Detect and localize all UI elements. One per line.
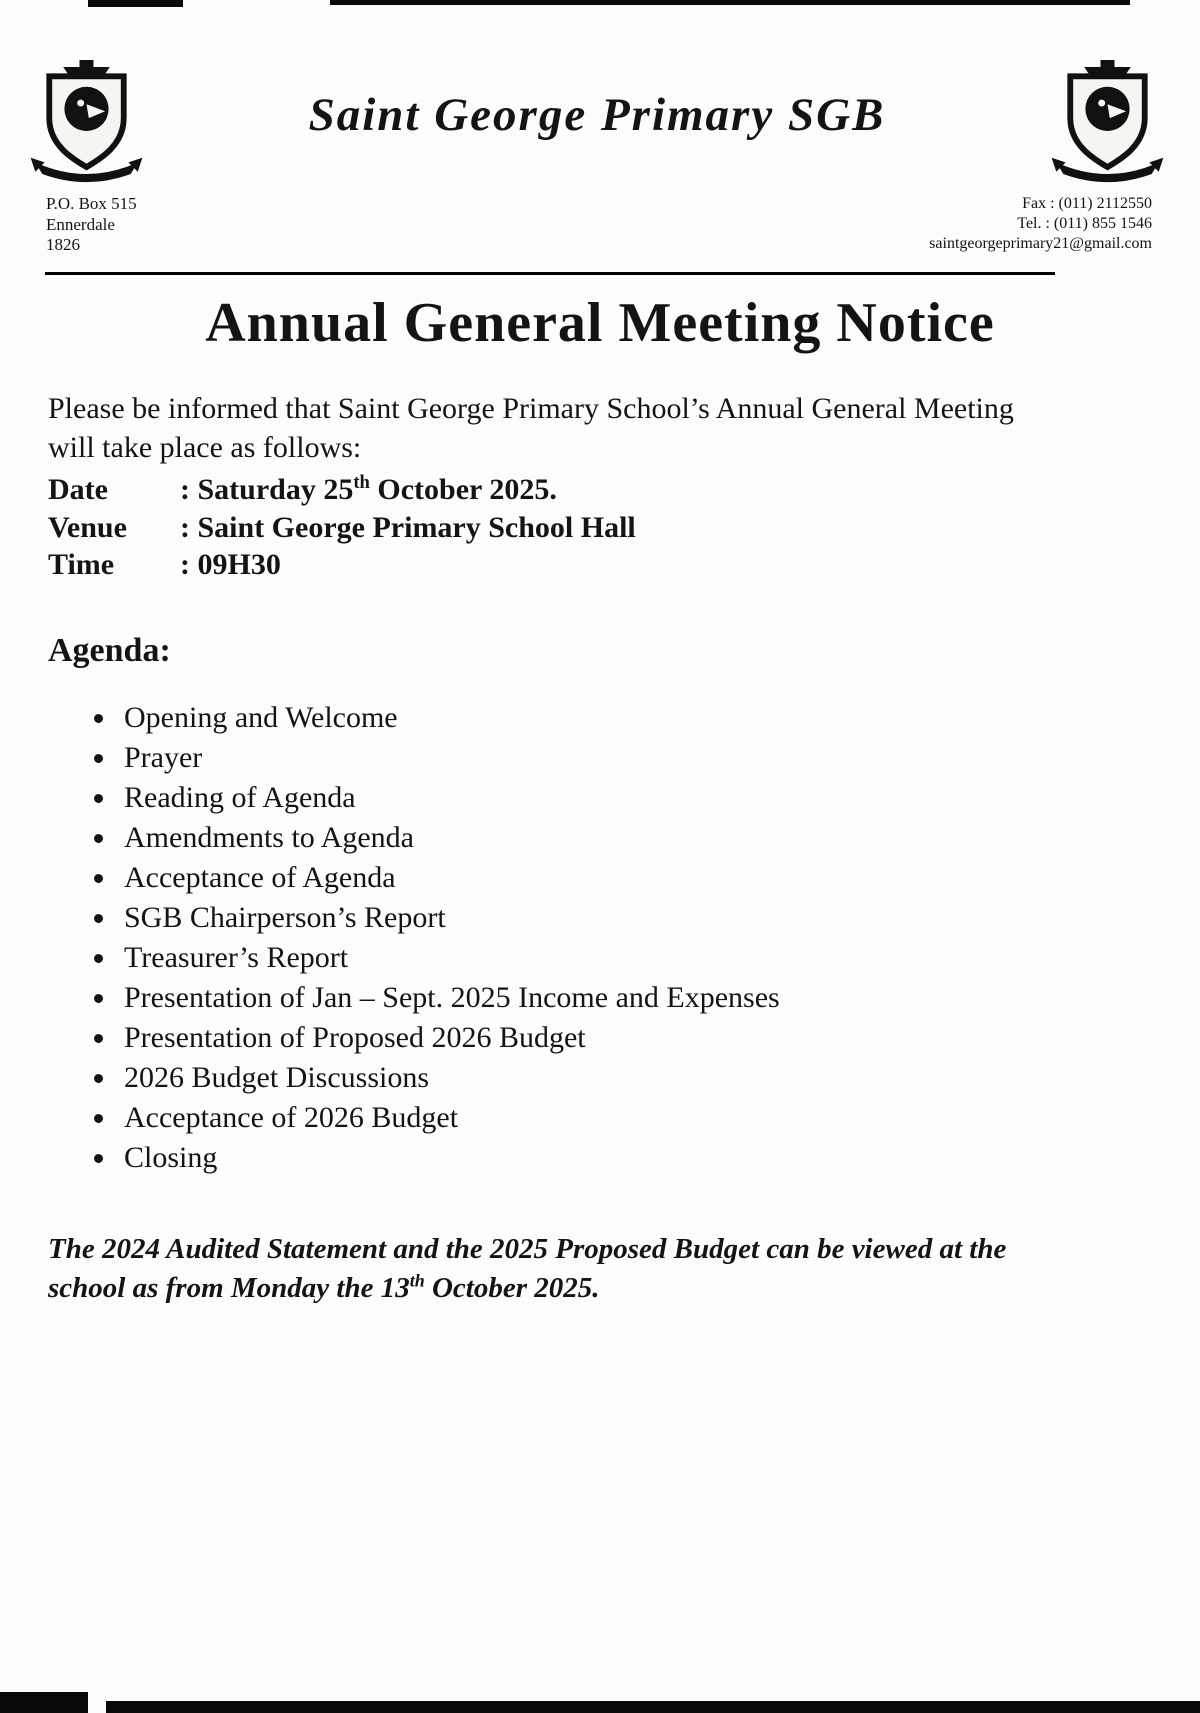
school-crest-icon bbox=[1035, 60, 1180, 188]
date-ordinal-suffix: th bbox=[353, 472, 370, 494]
date-label: Date bbox=[48, 473, 108, 507]
header-divider bbox=[45, 272, 1055, 275]
meeting-details bbox=[48, 471, 1200, 584]
date-value-tail: October 2025. bbox=[369, 473, 557, 507]
agenda-item: • Treasurer’s Report bbox=[118, 938, 1200, 978]
agenda-item: • Closing bbox=[118, 1138, 1200, 1178]
footer-note-tail: October 2025. bbox=[424, 1271, 600, 1304]
footer-note-text: The 2024 Audited Statement and the 2025 Proposed Budget can be viewed at the school as from Monday the 13 bbox=[48, 1233, 1007, 1304]
page-title: Annual General Meeting Notice bbox=[205, 292, 995, 355]
meeting-time-row bbox=[48, 546, 1200, 584]
agenda-item: • Acceptance of 2026 Budget bbox=[118, 1098, 1200, 1138]
agenda-item: • Acceptance of Agenda bbox=[118, 858, 1200, 898]
intro-paragraph: Please be informed that Saint George Primary School’s Annual General Meeting will take place as follows: bbox=[48, 392, 1014, 465]
footer-ordinal-suffix: th bbox=[409, 1269, 425, 1290]
agenda-item: • 2026 Budget Discussions bbox=[118, 1058, 1200, 1098]
agenda-item: • Reading of Agenda bbox=[118, 778, 1200, 818]
scan-artifact-top-right bbox=[330, 0, 1130, 5]
agenda-heading: Agenda: bbox=[48, 631, 171, 669]
scan-artifact-top-left bbox=[88, 0, 183, 7]
contact-block bbox=[0, 188, 1200, 256]
meeting-date-row bbox=[48, 471, 1200, 509]
postal-address bbox=[46, 194, 137, 256]
agenda-item: • Amendments to Agenda bbox=[118, 818, 1200, 858]
agenda-item: • SGB Chairperson’s Report bbox=[118, 898, 1200, 938]
address-line: Ennerdale bbox=[46, 214, 115, 234]
address-line: P.O. Box 515 bbox=[46, 194, 137, 213]
venue-value: : Saint George Primary School Hall bbox=[180, 510, 636, 544]
school-crest-icon bbox=[14, 60, 159, 188]
scan-artifact-bottom-left bbox=[0, 1692, 88, 1713]
footer-note bbox=[48, 1230, 1050, 1307]
agenda-item: • Presentation of Proposed 2026 Budget bbox=[118, 1018, 1200, 1058]
agenda-item: • Prayer bbox=[118, 738, 1200, 778]
agenda-item: • Presentation of Jan – Sept. 2025 Income and Expenses bbox=[118, 978, 1200, 1018]
agenda-item: • Opening and Welcome bbox=[118, 698, 1200, 738]
address-line: 1826 bbox=[46, 235, 80, 255]
contact-details bbox=[929, 194, 1152, 256]
time-value: : 09H30 bbox=[180, 548, 281, 582]
venue-label: Venue bbox=[48, 510, 127, 544]
letterhead bbox=[0, 0, 1200, 188]
time-label: Time bbox=[48, 548, 115, 582]
school-name: Saint George Primary SGB bbox=[308, 89, 886, 141]
fax-number: Fax : (011) 2112550 bbox=[1022, 195, 1152, 212]
phone-number: Tel. : (011) 855 1546 bbox=[1017, 215, 1152, 232]
meeting-venue-row bbox=[48, 509, 1200, 547]
email-address: saintgeorgeprimary21@gmail.com bbox=[929, 235, 1152, 252]
scan-artifact-bottom-bar bbox=[106, 1701, 1200, 1713]
date-value: : Saturday 25 bbox=[180, 473, 354, 507]
agenda-list bbox=[90, 698, 1200, 1179]
